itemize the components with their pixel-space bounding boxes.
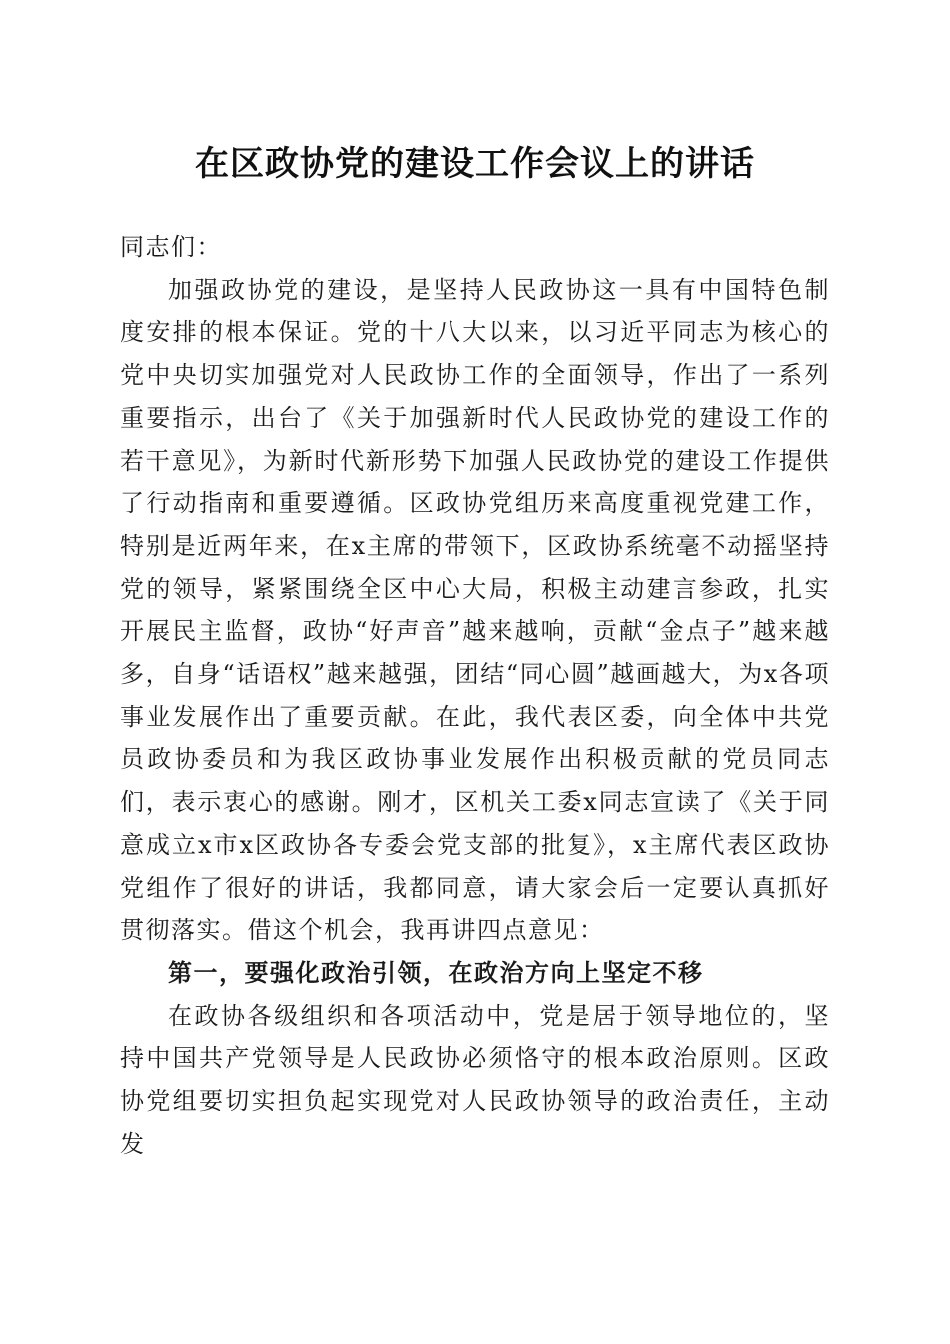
section-heading: 第一，要强化政治引领，在政治方向上坚定不移 [168, 957, 704, 987]
paragraph: 加强政协党的建设，是坚持人民政协这一具有中国特色制度安排的根本保证。党的十八大以来，以习近平同志为核心的党中央切实加强党对人民政协工作的全面领导，作出了一系列重要指示，出台了《关于加强新时代人民政协党的建设工作的若干意见》，为新时代新形势下加强人民政协党的建设工作提供了行动指南和重要遵循。区政协党组历来高度重视党建工作，特别是近两年来，在x主席的带领下，区政协系统毫不动摇坚持党的领导，紧紧围绕全区中心大局，积极主动建言参政，扎实开展民主监督，政协“好声音”越来越响，贡献“金点子”越来越多，自身“话语权”越来越强，团结“同心圆”越画越大，为x各项事业发展作出了重要贡献。在此，我代表区委，向全体中共党员政协委员和为我区政协事业发展作出积极贡献的党员同志们，表示衷心的感谢。刚才，区机关工委x同志宣读了《关于同意成立x市x区政协各专委会党支部的批复》，x主席代表区政协党组作了很好的讲话，我都同意，请大家会后一定要认真抓好贯彻落实。借这个机会，我再讲四点意见： [120, 275, 830, 945]
salutation: 同志们： [120, 233, 222, 261]
paragraph: 在政协各级组织和各项活动中，党是居于领导地位的，坚持中国共产党领导是人民政协必须恪守的根本政治原则。区政协党组要切实担负起实现党对人民政协领导的政治责任，主动发 [120, 1001, 830, 1158]
document-title: 在区政协党的建设工作会议上的讲话 [195, 144, 755, 184]
document-body [120, 226, 830, 1165]
